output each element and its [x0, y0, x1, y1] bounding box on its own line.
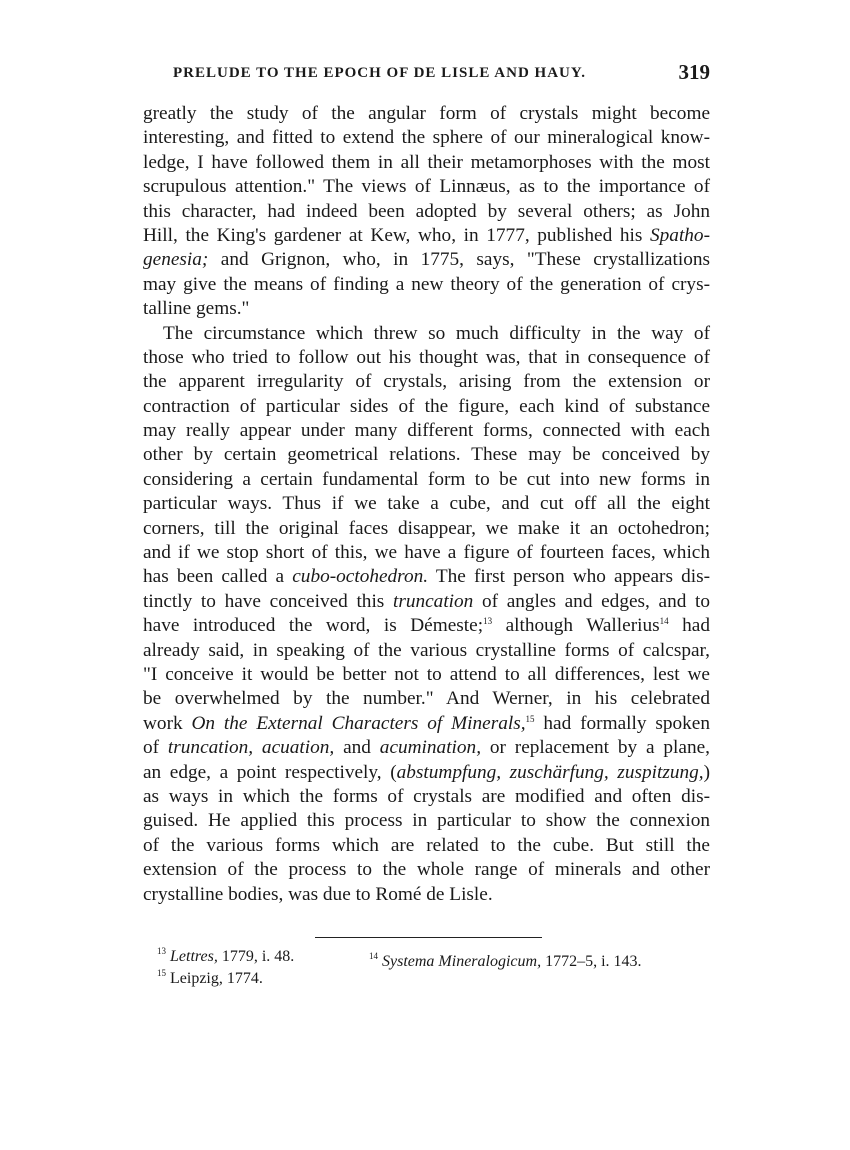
text-run: guised. He applied this process in particular to show the connexion — [143, 810, 710, 832]
text-line — [143, 346, 710, 370]
italic-term: truncation — [392, 590, 474, 612]
text-run: of the various forms which are related to the cube. But still the — [143, 834, 710, 856]
text-line — [143, 370, 710, 394]
text-line — [143, 639, 710, 663]
running-head — [143, 60, 710, 90]
text-run: ) — [703, 761, 710, 783]
footnote-15 — [157, 968, 377, 990]
text-run: of — [143, 737, 168, 759]
text-run: of angles and edges, and to — [473, 590, 711, 612]
text-line — [143, 273, 710, 297]
footnote-ref: 13 — [483, 616, 493, 627]
text-run: ledge, I have followed them in all their metamorphoses with the most — [143, 151, 710, 173]
text-line — [143, 395, 710, 419]
footnote-14 — [369, 951, 699, 973]
footnote-mark: 13 — [157, 946, 166, 956]
italic-title: genesia; — [143, 249, 209, 271]
text-run: those who tried to follow out his thought was, that in consequence of — [143, 346, 710, 368]
text-run: be overwhelmed by the number." And Werner, in his celebrated — [143, 688, 710, 710]
text-run: had formally spoken — [534, 712, 710, 734]
text-line — [143, 785, 710, 809]
text-run: may really appear under many different forms, connected with each — [143, 420, 710, 442]
text-line — [143, 687, 710, 711]
text-line — [143, 126, 710, 150]
italic-term: cubo-octohedron. — [292, 566, 429, 588]
text-line — [143, 809, 710, 833]
italic-term: abstumpfung, zuschärfung, zuspitzung, — [396, 761, 704, 783]
text-run: an edge, a point respectively, ( — [143, 761, 397, 783]
text-run: The first person who appears dis- — [428, 566, 711, 588]
footnote-ref: 14 — [659, 616, 669, 627]
italic-title: Spatho- — [650, 224, 710, 246]
text-run: The circumstance which threw so much difficulty in the way of — [163, 322, 710, 344]
text-line — [143, 102, 710, 126]
text-run: other by certain geometrical relations. These may be conceived by — [143, 444, 710, 466]
text-line — [143, 761, 710, 785]
text-run: the apparent irregularity of crystals, arising from the extension or — [143, 371, 710, 393]
text-line — [143, 883, 710, 907]
text-run: "I conceive it would be better not to attend to all differences, lest we — [143, 663, 710, 685]
text-line — [143, 443, 710, 467]
text-run: talline gems." — [143, 298, 250, 320]
text-run: corners, till the original faces disappear, we make it an octohedron; — [143, 517, 710, 539]
italic-term: acumination, — [379, 737, 482, 759]
text-line — [143, 858, 710, 882]
text-run: already said, in speaking of the various crystalline forms of calcspar, — [143, 639, 710, 661]
body-text — [143, 102, 710, 907]
text-run: although Wallerius — [492, 615, 660, 637]
footnote-text: 1772–5, i. 143. — [541, 953, 642, 970]
page-number: 319 — [678, 60, 710, 84]
text-run: or replacement by a plane, — [481, 737, 710, 759]
text-run: had — [668, 615, 710, 637]
text-run: has been called a — [143, 566, 293, 588]
text-line — [143, 200, 710, 224]
text-run: may give the means of finding a new theory of the generation of crys- — [143, 273, 710, 295]
paragraph-start-line — [143, 322, 710, 346]
footnote-text: 1779, i. 48. — [217, 948, 295, 965]
footnote-mark: 14 — [369, 951, 378, 961]
text-line — [143, 712, 710, 736]
text-line — [143, 517, 710, 541]
text-run: and if we stop short of this, we have a figure of fourteen faces, which — [143, 542, 710, 564]
text-run: and — [334, 737, 380, 759]
text-run: as ways in which the forms of crystals are modified and often dis- — [143, 785, 710, 807]
italic-term: truncation, acuation, — [167, 737, 335, 759]
text-run: tinctly to have conceived this — [143, 590, 393, 612]
text-run: greatly the study of the angular form of crystals might become — [143, 103, 710, 124]
running-title: PRELUDE TO THE EPOCH OF DE LISLE AND HAUY. — [173, 65, 587, 81]
text-run: have introduced the word, is Démeste; — [143, 615, 484, 637]
text-line — [143, 419, 710, 443]
text-line — [143, 468, 710, 492]
text-run: Hill, the King's gardener at Kew, who, in 1777, published his — [143, 224, 651, 246]
text-run: work — [143, 712, 192, 734]
footnote-text: Leipzig, 1774. — [166, 970, 263, 987]
text-line — [143, 175, 710, 199]
text-line — [143, 151, 710, 175]
italic-title: On the External Characters of Minerals, — [191, 712, 526, 734]
text-run: scrupulous attention." The views of Linnæus, as to the importance of — [143, 176, 710, 198]
text-line — [143, 248, 710, 272]
text-line — [143, 224, 710, 248]
text-run: crystalline bodies, was due to Romé de Lisle. — [143, 883, 493, 905]
footnote-ref: 15 — [525, 713, 535, 724]
footnote-title: Systema Mineralogicum, — [382, 953, 542, 970]
text-line — [143, 492, 710, 516]
text-run: particular ways. Thus if we take a cube, and cut off all the eight — [143, 493, 710, 515]
text-line — [143, 297, 710, 321]
text-run: contraction of particular sides of the figure, each kind of substance — [143, 395, 710, 417]
text-run: extension of the process to the whole range of minerals and other — [143, 859, 710, 881]
text-run: interesting, and fitted to extend the sphere of our mineralogical know- — [143, 127, 710, 149]
footnote-column-left — [157, 946, 377, 990]
text-run: and Grignon, who, in 1775, says, "These crystallizations — [208, 249, 710, 271]
text-run: this character, had indeed been adopted by several others; as John — [143, 200, 710, 222]
text-line — [143, 663, 710, 687]
text-line — [143, 614, 710, 638]
footnote-column-right — [369, 951, 699, 973]
text-line — [143, 736, 710, 760]
footnote-mark: 15 — [157, 968, 166, 978]
text-line — [143, 834, 710, 858]
footnote-divider — [315, 937, 542, 938]
text-run: considering a certain fundamental form to be cut into new forms in — [143, 468, 710, 490]
text-line — [143, 565, 710, 589]
footnote-title: Lettres, — [170, 948, 218, 965]
text-line — [143, 590, 710, 614]
footnote-13 — [157, 946, 377, 968]
text-line — [143, 541, 710, 565]
